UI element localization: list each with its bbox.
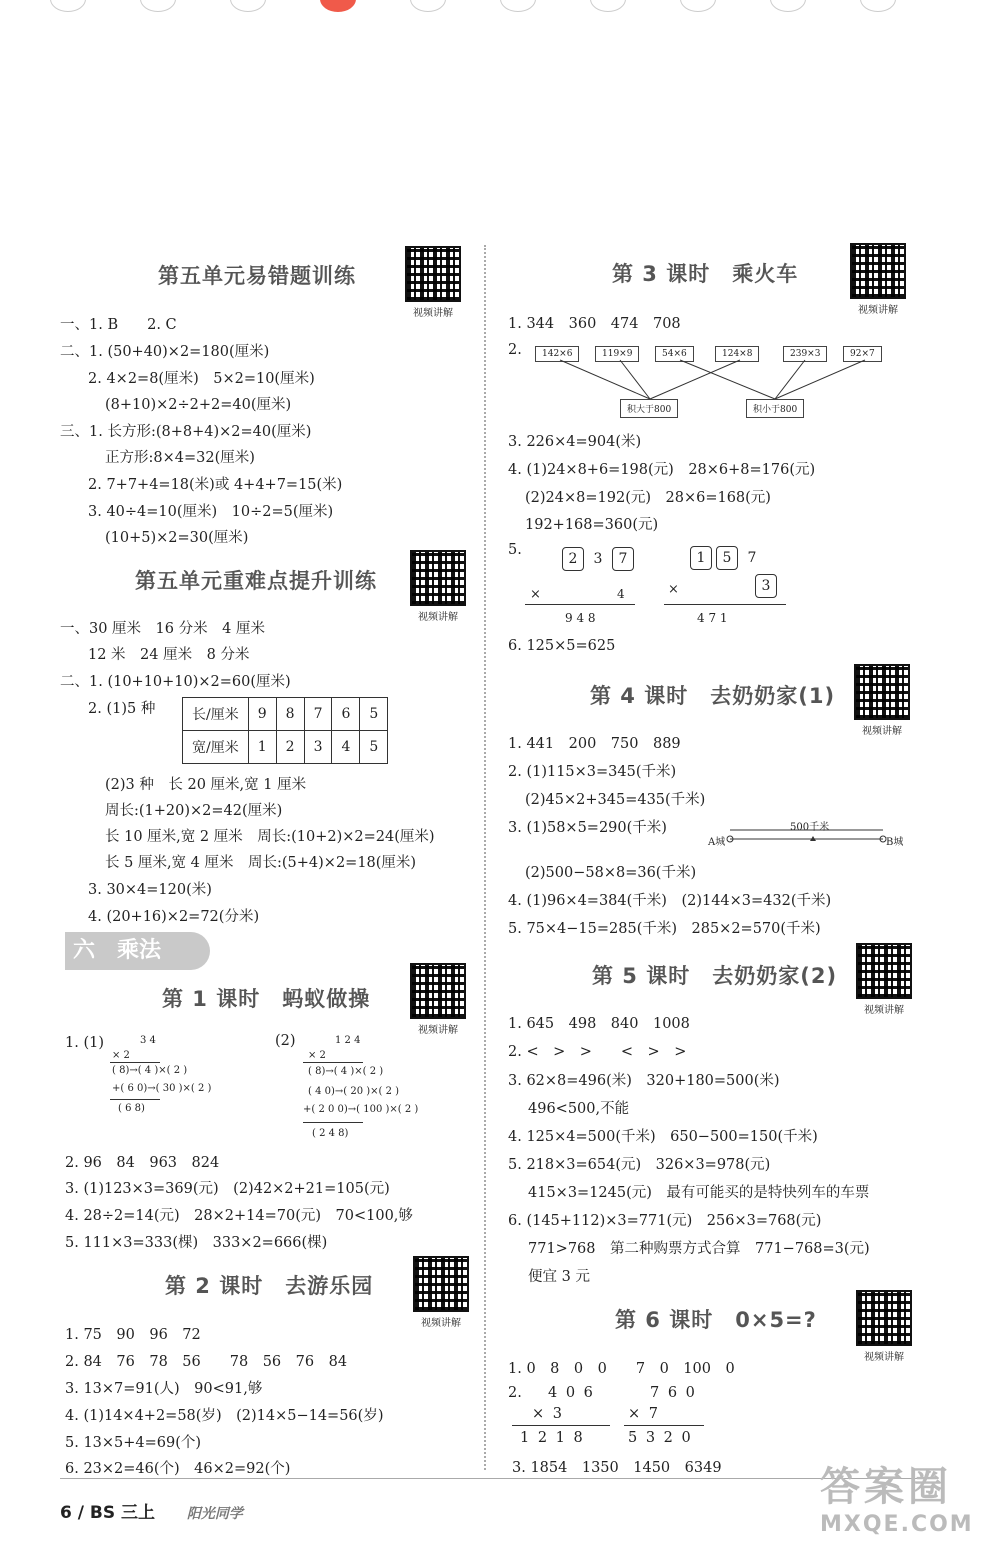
times-sign: × [530, 587, 541, 602]
digit-box: 3 [755, 574, 777, 598]
table-row [183, 731, 388, 764]
answer-line: 4. (1)14×4+2=58(岁) (2)14×5−14=56(岁) [65, 1408, 384, 1424]
calc-line: 3 4 [140, 1035, 156, 1046]
answer-line: 1. 441 200 750 889 [508, 736, 681, 752]
brand-logo: 阳光同学 [186, 1506, 243, 1522]
expression-tag: 124×8 [715, 346, 759, 362]
answer-line: 二、1. (50+40)×2=180(厘米) [60, 344, 270, 360]
matching-lines [0, 0, 1000, 420]
answer-line: 2. 96 84 963 824 [65, 1155, 220, 1171]
qr-code[interactable] [854, 664, 910, 737]
answer-line: 2. (1)115×3=345(千米) [508, 764, 677, 780]
expression-tag: 119×9 [595, 346, 639, 362]
answer-line: 1. 0 8 0 0 7 0 100 0 [508, 1361, 735, 1377]
answer-line: 5. 75×4−15=285(千米) 285×2=570(千米) [508, 921, 821, 937]
section-title: 第 1 课时 蚂蚁做操 [162, 987, 371, 1011]
digit: 3 [593, 551, 603, 567]
answer-line: 二、1. (10+10+10)×2=60(厘米) [60, 674, 291, 690]
result-tag: 积大于800 [620, 399, 678, 418]
column-divider [484, 245, 486, 1470]
calc-line: 5 3 2 0 [628, 1430, 693, 1446]
answer-line: 正方形:8×4=32(厘米) [105, 450, 255, 466]
answer-line: 2. < > > < > > [508, 1044, 687, 1060]
calc-line: × 7 [628, 1406, 660, 1422]
answer-line: (2)3 种 长 20 厘米,宽 1 厘米 [105, 777, 307, 793]
table-cell: 宽/厘米 [183, 731, 249, 764]
answer-line: 便宜 3 元 [528, 1269, 590, 1285]
answer-line: 2. [508, 1385, 522, 1401]
answer-line: 5. 13×5+4=69(个) [65, 1435, 202, 1451]
expression-tag: 142×6 [535, 346, 579, 362]
qr-caption: 视频讲解 [413, 308, 453, 319]
table-cell: 2 [276, 731, 304, 764]
answer-line: 12 米 24 厘米 8 分米 [88, 647, 250, 663]
result-tag: 积小于800 [746, 399, 804, 418]
multiplier: 4 [617, 587, 625, 601]
answer-line: 1. 344 360 474 708 [508, 316, 681, 332]
qr-code[interactable] [410, 963, 466, 1036]
digit-puzzle [562, 547, 638, 571]
digit-box: 2 [562, 547, 584, 571]
answer-line: 496<500,不能 [528, 1101, 630, 1117]
section-title: 第 4 课时 去奶奶家(1) [590, 684, 836, 708]
table-cell: 4 [332, 731, 360, 764]
answer-line: 3. 1854 1350 1450 6349 [512, 1460, 722, 1476]
answer-line: 5. 218×3=654(元) 326×3=978(元) [508, 1157, 771, 1173]
answer-line: 3. (1)58×5=290(千米) [508, 820, 667, 836]
answer-line: 6. 23×2=46(个) 46×2=92(个) [65, 1461, 291, 1477]
answer-line: 4. (20+16)×2=72(分米) [88, 909, 260, 925]
footer-divider [60, 1478, 930, 1479]
calc-line: × 3 [532, 1406, 564, 1422]
answer-line: 一、30 厘米 16 分米 4 厘米 [60, 621, 265, 637]
qr-caption: 视频讲解 [864, 1352, 904, 1363]
digit: 7 [747, 550, 757, 566]
dimension-table [182, 697, 388, 764]
distance-diagram [725, 826, 890, 846]
answer-line: 1. 645 498 840 1008 [508, 1016, 690, 1032]
digit-puzzle [690, 546, 766, 570]
table-cell: 长/厘米 [183, 698, 249, 731]
answer-line: (2)500−58×8=36(千米) [525, 865, 697, 881]
calc-line: 1 2 1 8 [520, 1430, 585, 1446]
calc-line: ( 8)→( 4 )×( 2 ) [112, 1065, 188, 1076]
answer-line: 3. 40÷4=10(厘米) 10÷2=5(厘米) [88, 504, 334, 520]
product: 9 4 8 [565, 611, 596, 625]
calc-line: ( 4 0)→( 20 )×( 2 ) [308, 1086, 400, 1097]
times-sign: × [668, 582, 679, 597]
qr-code[interactable] [413, 1256, 469, 1329]
answer-line: 771>768 第二种购票方式合算 771−768=3(元) [528, 1241, 870, 1257]
answer-line: 4. (1)24×8+6=198(元) 28×6+8=176(元) [508, 462, 816, 478]
calc-line: ( 2 4 8) [312, 1128, 349, 1139]
table-cell: 3 [304, 731, 332, 764]
answer-line: 3. 226×4=904(米) [508, 434, 642, 450]
answer-line: 周长:(1+20)×2=42(厘米) [105, 803, 283, 819]
answer-line: (2) [275, 1033, 296, 1049]
digit-box: 7 [612, 547, 634, 571]
answer-line: 2. 84 76 78 56 78 56 76 84 [65, 1354, 348, 1370]
answer-line: 6. (145+112)×3=771(元) 256×3=768(元) [508, 1213, 822, 1229]
answer-line: 1. (1) [65, 1035, 104, 1051]
expression-tag: 92×7 [843, 346, 882, 362]
map-label-b: B城 [886, 837, 904, 848]
qr-code[interactable] [410, 550, 466, 623]
table-cell: 9 [248, 698, 276, 731]
answer-line: 三、1. 长方形:(8+8+4)×2=40(厘米) [60, 424, 312, 440]
qr-caption: 视频讲解 [418, 1025, 458, 1036]
table-row [183, 698, 388, 731]
answer-line: 4. 28÷2=14(元) 28×2+14=70(元) 70<100,够 [65, 1208, 413, 1224]
answer-line: 415×3=1245(元) 最有可能买的是特快列车的车票 [528, 1185, 870, 1201]
table-cell: 7 [304, 698, 332, 731]
answer-line: (2)45×2+345=435(千米) [525, 792, 706, 808]
product: 4 7 1 [697, 611, 728, 625]
section-title: 第 3 课时 乘火车 [612, 262, 799, 286]
calc-line: +( 2 0 0)→( 100 )×( 2 ) [303, 1104, 419, 1115]
table-cell: 5 [360, 698, 388, 731]
digit-box: 5 [716, 546, 738, 570]
answer-line: 2. 4×2=8(厘米) 5×2=10(厘米) [88, 371, 315, 387]
digit-box: 1 [690, 546, 712, 570]
table-cell: 6 [332, 698, 360, 731]
expression-tag: 54×6 [655, 346, 694, 362]
map-distance: 500千米 [790, 822, 830, 833]
answer-line: 2. (1)5 种 [88, 701, 156, 717]
table-cell: 1 [248, 731, 276, 764]
qr-caption: 视频讲解 [858, 305, 898, 316]
answer-line: 3. (1)123×3=369(元) (2)42×2+21=105(元) [65, 1181, 390, 1197]
answer-line: 5. [508, 542, 522, 558]
calc-line: 1 2 4 [335, 1035, 361, 1046]
expression-tag: 239×3 [783, 346, 827, 362]
answer-line: 3. 13×7=91(人) 90<91,够 [65, 1381, 263, 1397]
qr-code[interactable] [856, 1290, 912, 1363]
chapter-banner: 六 乘法 [65, 932, 210, 970]
answer-line: 2. 7+7+4=18(米)或 4+4+7=15(米) [88, 477, 343, 493]
answer-line: 5. 111×3=333(棵) 333×2=666(棵) [65, 1235, 328, 1251]
calc-line: ( 6 8) [118, 1103, 145, 1114]
section-title: 第五单元重难点提升训练 [135, 569, 377, 593]
qr-caption: 视频讲解 [862, 726, 902, 737]
answer-line: 长 5 厘米,宽 4 厘米 周长:(5+4)×2=18(厘米) [105, 855, 417, 871]
watermark: 答案圈 MXQE.COM [820, 1464, 974, 1537]
answer-line: 4. (1)96×4=384(千米) (2)144×3=432(千米) [508, 893, 832, 909]
answer-line: (8+10)×2÷2+2=40(厘米) [105, 397, 292, 413]
section-title: 第 5 课时 去奶奶家(2) [592, 964, 838, 988]
section-title: 第 6 课时 0×5=? [615, 1308, 817, 1332]
qr-caption: 视频讲解 [418, 612, 458, 623]
calc-line: +( 6 0)→( 30 )×( 2 ) [112, 1083, 212, 1094]
answer-line: 长 10 厘米,宽 2 厘米 周长:(10+2)×2=24(厘米) [105, 829, 435, 845]
answer-line: 一、1. B 2. C [60, 317, 177, 333]
map-label-a: A城 [708, 837, 726, 848]
calc-line: 4 0 6 [548, 1385, 595, 1401]
calc-line: ( 8)→( 4 )×( 2 ) [308, 1066, 384, 1077]
answer-line: 1. 75 90 96 72 [65, 1327, 201, 1343]
answer-line: 3. 30×4=120(米) [88, 882, 212, 898]
answer-line: (10+5)×2=30(厘米) [105, 530, 249, 546]
page-number: 6 / BS 三上 [60, 1503, 155, 1523]
calc-line: 7 6 0 [650, 1385, 697, 1401]
calc-line: × 2 [308, 1050, 326, 1061]
answer-line: (2)24×8=192(元) 28×6=168(元) [525, 490, 771, 506]
answer-line: 2. [508, 342, 522, 358]
section-title: 第五单元易错题训练 [158, 264, 356, 288]
answer-line: 3. 62×8=496(米) 320+180=500(米) [508, 1073, 780, 1089]
answer-line: 192+168=360(元) [525, 517, 659, 533]
section-title: 第 2 课时 去游乐园 [165, 1274, 374, 1298]
answer-line: 6. 125×5=625 [508, 638, 616, 654]
calc-line: × 2 [112, 1050, 130, 1061]
qr-caption: 视频讲解 [864, 1005, 904, 1016]
answer-line: 4. 125×4=500(千米) 650−500=150(千米) [508, 1129, 818, 1145]
table-cell: 5 [360, 731, 388, 764]
page-footer [60, 1498, 243, 1523]
table-cell: 8 [276, 698, 304, 731]
qr-code[interactable] [856, 943, 912, 1016]
qr-caption: 视频讲解 [421, 1318, 461, 1329]
